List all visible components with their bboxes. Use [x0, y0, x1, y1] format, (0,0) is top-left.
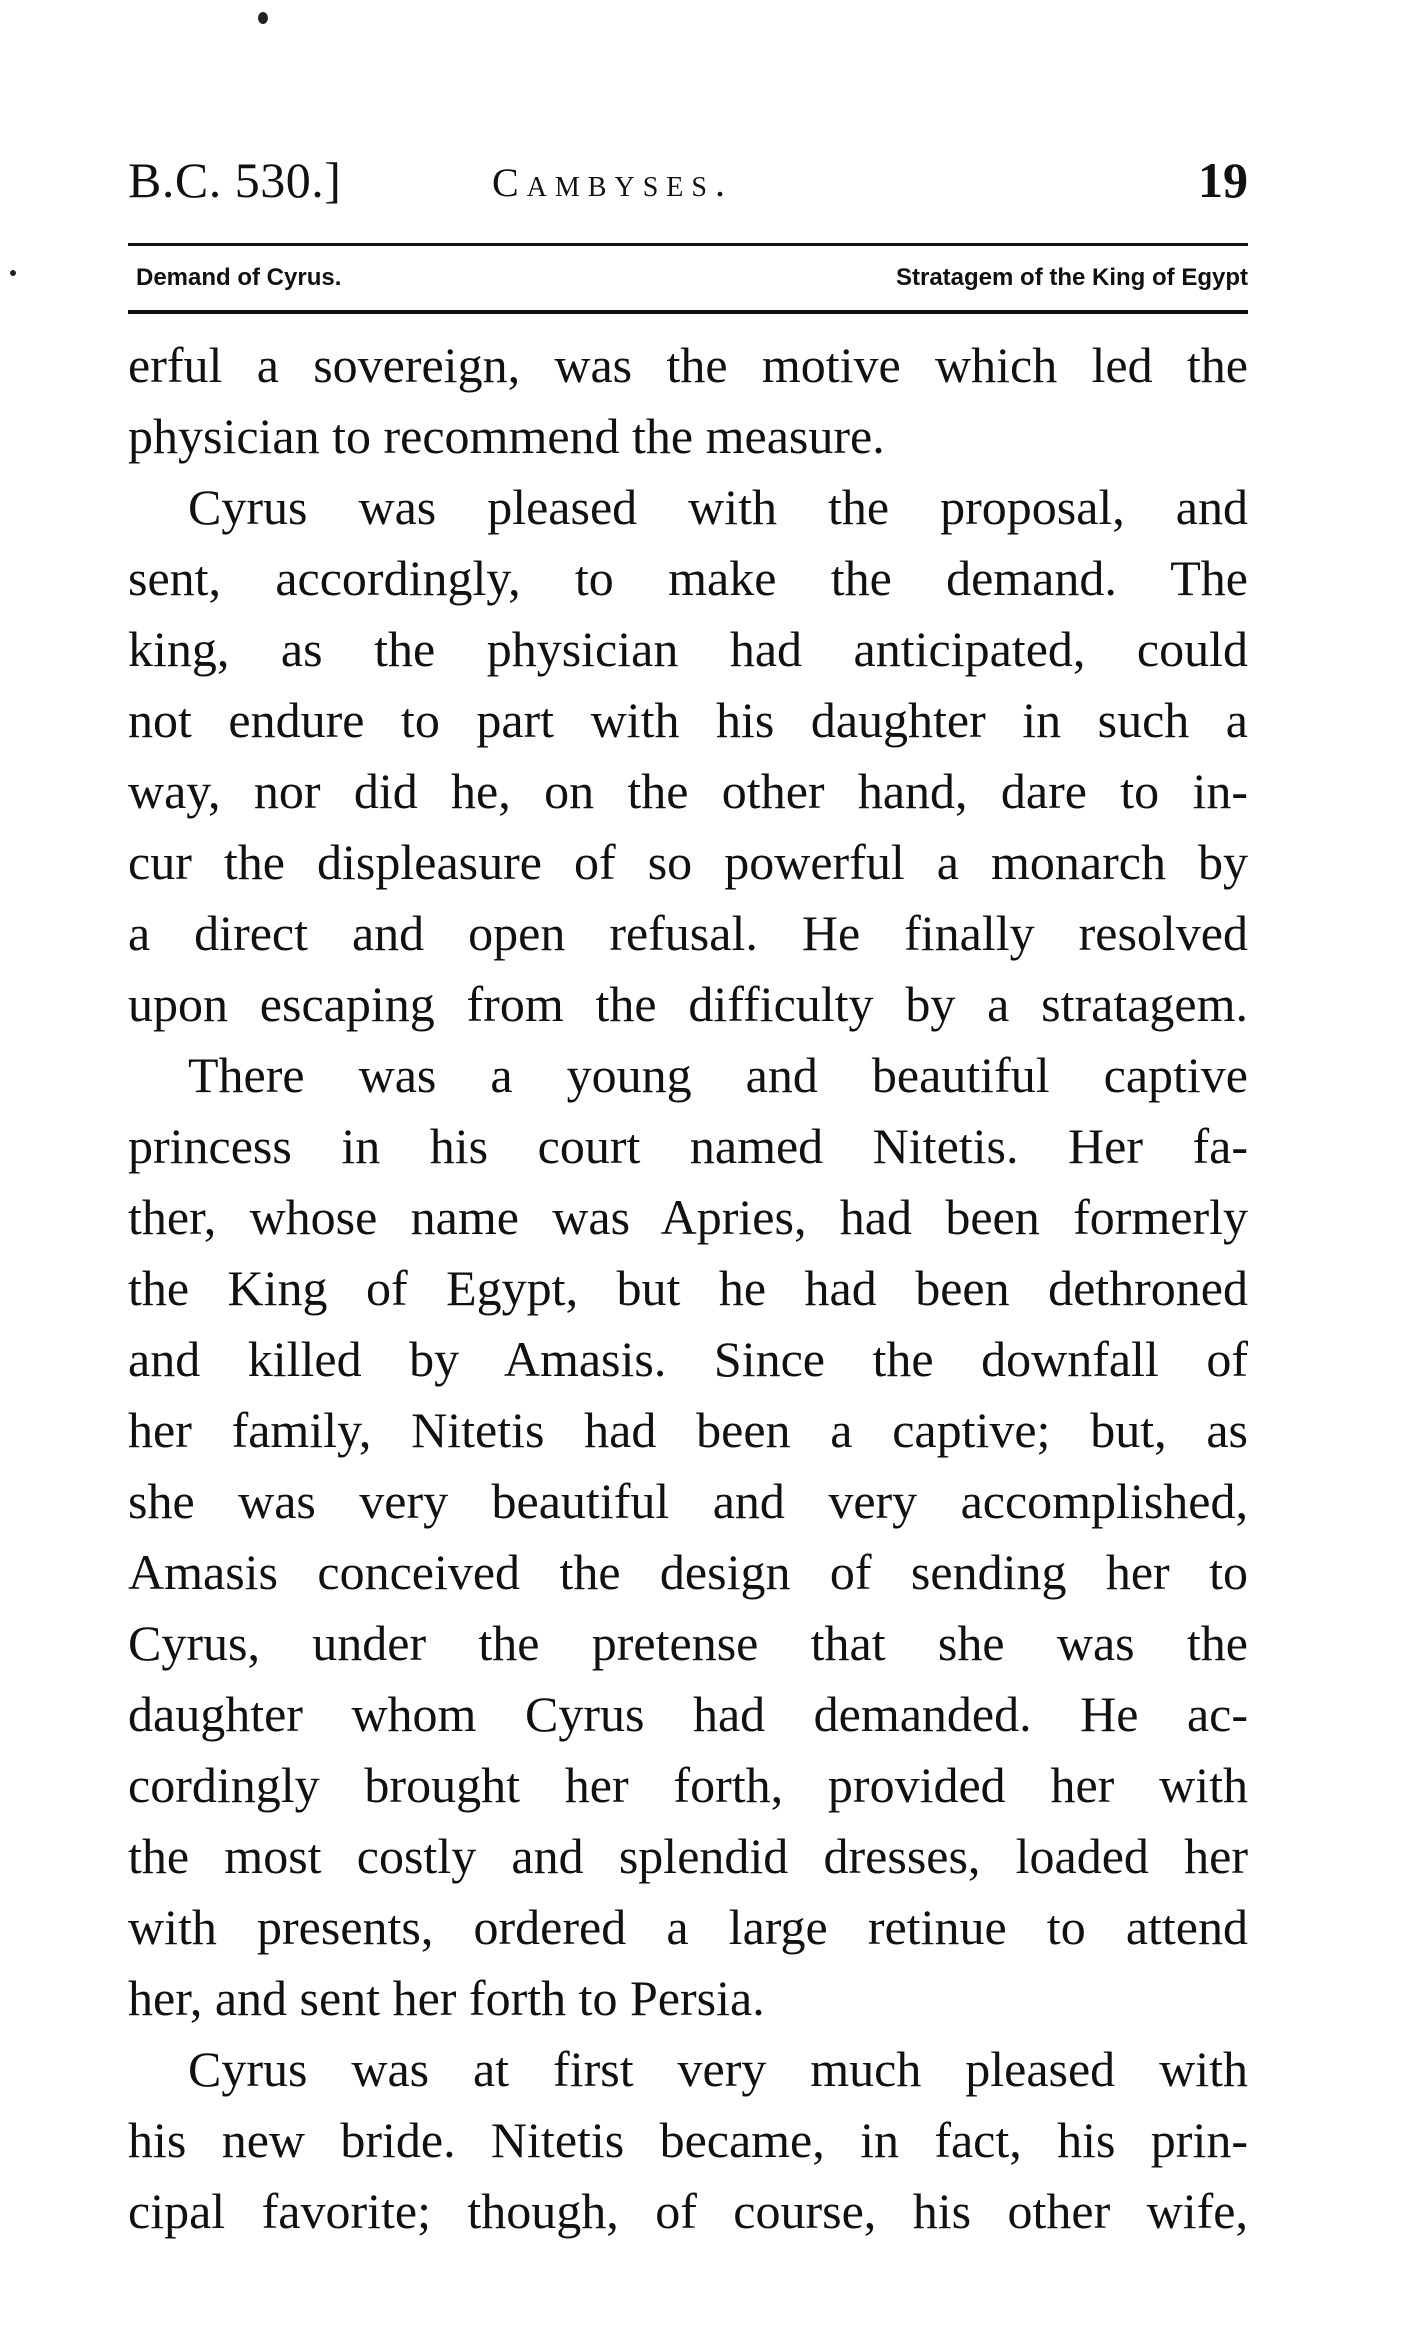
text-line: the King of Egypt, but he had been dethroned: [128, 1260, 1248, 1316]
header-rule-top: [128, 243, 1248, 246]
header-title: Cambyses.: [492, 160, 733, 205]
text-line: Cyrus was at first very much pleased with: [188, 2041, 1248, 2097]
text-line: upon escaping from the difficulty by a stratagem.: [128, 976, 1248, 1032]
text-line: Cyrus was pleased with the proposal, and: [188, 479, 1248, 535]
subheader-left: Demand of Cyrus.: [136, 264, 342, 291]
text-line: his new bride. Nitetis became, in fact, his prin-: [128, 2112, 1248, 2168]
text-line: daughter whom Cyrus had demanded. He ac-: [128, 1686, 1248, 1742]
text-line: the most costly and splendid dresses, loaded her: [128, 1828, 1248, 1884]
text-line: There was a young and beautiful captive: [188, 1047, 1248, 1103]
ink-speck: [10, 270, 16, 276]
header-rule-bottom: [128, 310, 1248, 314]
text-line: erful a sovereign, was the motive which led the: [128, 337, 1248, 393]
text-line: king, as the physician had anticipated, could: [128, 621, 1248, 677]
text-line: cipal favorite; though, of course, his other wife,: [128, 2183, 1248, 2239]
text-line: Amasis conceived the design of sending her to: [128, 1544, 1248, 1600]
subheader-right: Stratagem of the King of Egypt: [895, 264, 1248, 291]
page-body: [128, 330, 1248, 2247]
running-head: [128, 150, 1248, 220]
text-line: princess in his court named Nitetis. Her fa-: [128, 1118, 1248, 1174]
text-line: she was very beautiful and very accomplished,: [128, 1473, 1248, 1529]
text-line: way, nor did he, on the other hand, dare to in-: [128, 763, 1248, 819]
text-line: ther, whose name was Apries, had been formerly: [128, 1189, 1248, 1245]
ink-speck: [258, 12, 268, 24]
page-number: 19: [1198, 152, 1248, 208]
text-line: cordingly brought her forth, provided her with: [128, 1757, 1248, 1813]
text-line: her, and sent her forth to Persia.: [128, 1970, 765, 2026]
header-date: B.C. 530.]: [128, 152, 342, 208]
text-line: cur the displeasure of so powerful a monarch by: [128, 834, 1248, 890]
text-line: with presents, ordered a large retinue to attend: [128, 1899, 1248, 1955]
text-line: not endure to part with his daughter in such a: [128, 692, 1248, 748]
text-line: physician to recommend the measure.: [128, 408, 885, 464]
subheader: [128, 256, 1248, 300]
text-line: her family, Nitetis had been a captive; but, as: [128, 1402, 1248, 1458]
text-line: a direct and open refusal. He finally resolved: [128, 905, 1248, 961]
text-line: Cyrus, under the pretense that she was the: [128, 1615, 1248, 1671]
text-line: sent, accordingly, to make the demand. The: [128, 550, 1248, 606]
text-line: and killed by Amasis. Since the downfall of: [128, 1331, 1248, 1387]
